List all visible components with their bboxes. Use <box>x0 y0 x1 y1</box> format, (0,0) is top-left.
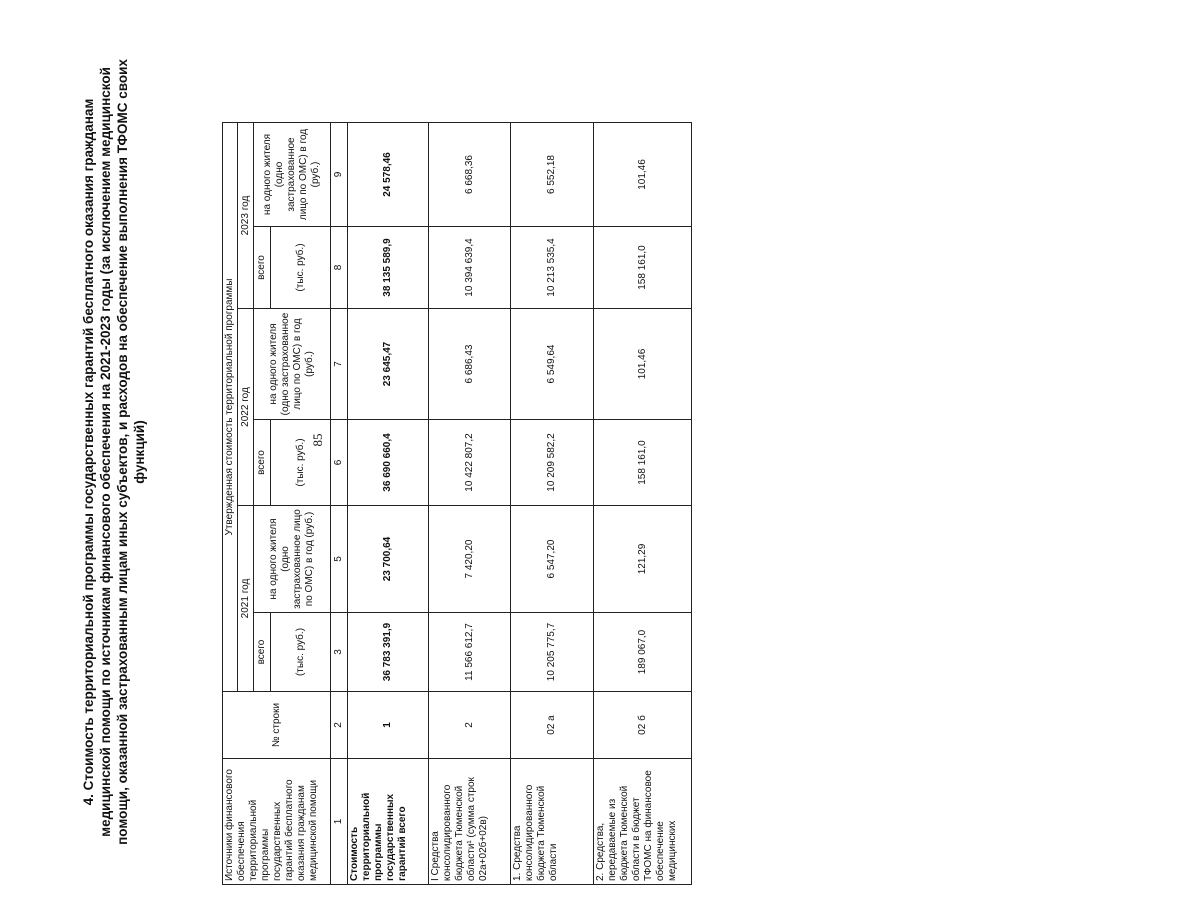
row-line-no: 02 б <box>594 692 692 759</box>
cell-2023-total: 10 213 535,4 <box>511 227 594 309</box>
cell-2023-per-capita: 6 552,18 <box>511 123 594 227</box>
row-label: 2. Средства, передаваемые из бюджета Тюменской области в бюджет ТФОМС на финансовое обеспечение медицинских <box>594 759 692 885</box>
cell-2021-total: 10 205 775,7 <box>511 613 594 692</box>
cell-2021-total: 189 067,0 <box>594 613 692 692</box>
title-line: медицинской помощи по источникам финансового обеспечения на 2021-2023 годы (за исключением медицинской <box>98 67 113 837</box>
header-unit-2022: (тыс. руб.) <box>271 420 331 506</box>
cost-table <box>222 122 692 885</box>
row-label: I Средства консолидированного бюджета Тюменской области¹ (сумма строк 02а+02б+02в) <box>429 759 511 885</box>
header-year-2021: 2021 год <box>238 506 254 692</box>
table-row <box>429 123 511 885</box>
row-label: 1. Средства консолидированного бюджета Тюменской области <box>511 759 594 885</box>
cell-2021-per-capita: 121,29 <box>594 506 692 613</box>
cell-2021-per-capita: 23 700,64 <box>348 506 429 613</box>
header-unit-2023: (тыс. руб.) <box>271 227 331 309</box>
cell-2021-total: 11 566 612,7 <box>429 613 511 692</box>
title-line: функций) <box>132 420 147 484</box>
cell-2023-per-capita: 101,46 <box>594 123 692 227</box>
cell-2022-total: 36 690 660,4 <box>348 420 429 506</box>
header-source: Источники финансового обеспечения территориальной программы государственных гарантий бесплатного оказания гражданам медицинской помощи <box>223 759 331 885</box>
row-label: Стоимость территориальной программы государственных гарантий всего <box>348 759 429 885</box>
cell-2023-total: 38 135 589,9 <box>348 227 429 309</box>
header-year-2023: 2023 год <box>238 123 254 309</box>
header-unit-2021: (тыс. руб.) <box>271 613 331 692</box>
rotated-page-content <box>0 12 678 892</box>
section-title <box>80 12 148 892</box>
row-line-no: 02 а <box>511 692 594 759</box>
col-number: 2 <box>331 692 348 759</box>
cell-2022-total: 158 161,0 <box>594 420 692 506</box>
col-number: 9 <box>331 123 348 227</box>
cell-2022-per-capita: 101,46 <box>594 309 692 420</box>
table-row <box>594 123 692 885</box>
cell-2022-per-capita: 23 645,47 <box>348 309 429 420</box>
row-line-no: 1 <box>348 692 429 759</box>
title-line: 4. Стоимость территориальной программы государственных гарантий бесплатного оказания гражданам <box>81 98 96 806</box>
col-number: 1 <box>331 759 348 885</box>
col-number: 3 <box>331 613 348 692</box>
table-row <box>348 123 429 885</box>
title-line: помощи, оказанной застрахованным лицам иных субъектов, и расходов на обеспечение выполнения ТФОМС своих <box>115 59 130 845</box>
header-approved-cost: Утвержденная стоимость территориальной программы <box>223 123 238 692</box>
cell-2022-per-capita: 6 549,64 <box>511 309 594 420</box>
cell-2023-total: 158 161,0 <box>594 227 692 309</box>
cell-2022-total: 10 209 582,2 <box>511 420 594 506</box>
header-row-no: № строки <box>223 692 331 759</box>
cell-2022-per-capita: 6 686,43 <box>429 309 511 420</box>
header-per-capita-2021: на одного жителя (одно застрахованное лицо по ОМС) в год (руб.) <box>254 506 331 613</box>
table-row <box>511 123 594 885</box>
cell-2021-per-capita: 7 420,20 <box>429 506 511 613</box>
col-number: 7 <box>331 309 348 420</box>
cell-2023-total: 10 394 639,4 <box>429 227 511 309</box>
cell-2021-total: 36 783 391,9 <box>348 613 429 692</box>
page-number: 85 <box>310 433 325 447</box>
header-total-2023: всего <box>254 227 271 309</box>
cell-2023-per-capita: 6 668,36 <box>429 123 511 227</box>
cell-2022-total: 10 422 807,2 <box>429 420 511 506</box>
row-line-no: 2 <box>429 692 511 759</box>
cell-2023-per-capita: 24 578,46 <box>348 123 429 227</box>
header-per-capita-2023: на одного жителя (одно застрахованное лицо по ОМС) в год (руб.) <box>254 123 331 227</box>
header-per-capita-2022: на одного жителя (одно застрахованное лицо по ОМС) в год (руб.) <box>254 309 331 420</box>
header-total-2022: всего <box>254 420 271 506</box>
col-number: 8 <box>331 227 348 309</box>
header-year-2022: 2022 год <box>238 309 254 506</box>
cell-2021-per-capita: 6 547,20 <box>511 506 594 613</box>
col-number: 6 <box>331 420 348 506</box>
col-number: 5 <box>331 506 348 613</box>
header-total-2021: всего <box>254 613 271 692</box>
